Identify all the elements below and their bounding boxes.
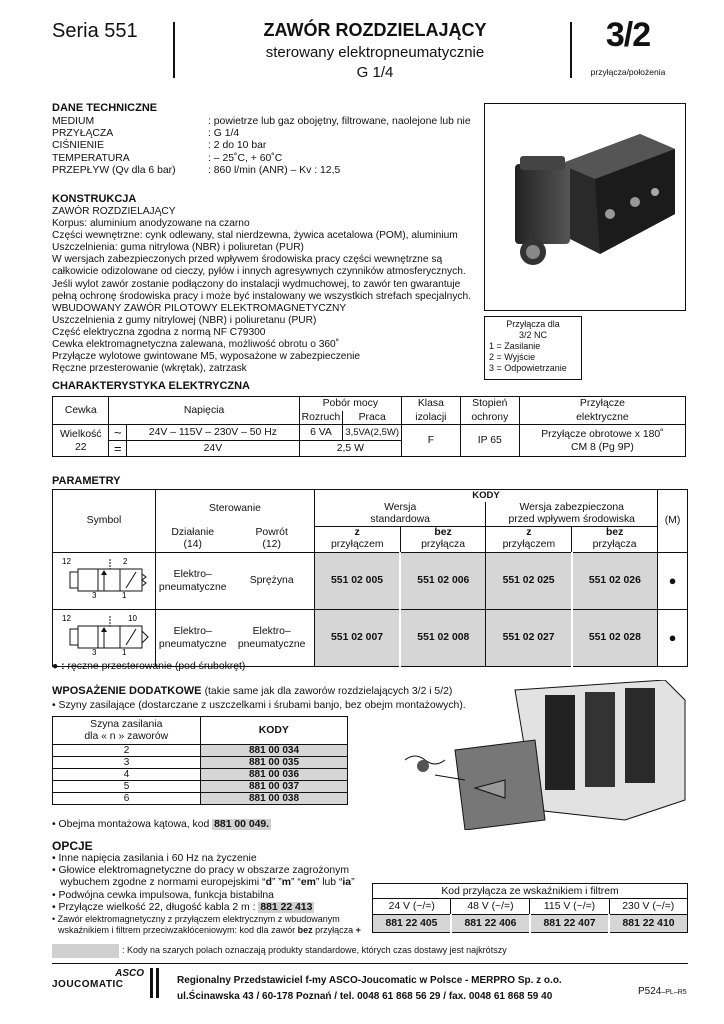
tech-data — [52, 116, 471, 177]
code-cell: 551 02 026 — [572, 552, 658, 609]
legend-subtitle: 3/2 NC — [518, 330, 547, 340]
manifold-code: 881 00 034 — [201, 745, 347, 756]
tech-value: : 860 l/min (ANR) – Kv : 12,5 — [208, 164, 341, 176]
konstrukcja-line: Jeśli wylot zawór zostanie podłączony do instalacji wydmuchowej, to zawór ten gwarantuje — [52, 278, 461, 290]
standard-legend-swatch — [52, 944, 119, 958]
svg-text:2: 2 — [122, 557, 128, 566]
manifold-code: 881 00 037 — [201, 781, 347, 792]
tech-value: : – 25˚C, + 60˚C — [208, 152, 283, 164]
legend-item: 2 = Wyjście — [489, 352, 536, 362]
elec-h-rozruch: Rozruch — [299, 411, 343, 425]
param-h-bez: bez przyłącza — [400, 526, 486, 552]
opcje-list: • Inne napięcia zasilania i 60 Hz na życzenie • Głowice elektromagnetyczne do pracy w obszarze zagrożonym wybuchem zgodne z normami europejskimi “d” ”m” “em” lub “ia” • Podwójna cewka impulsowa, funkcja bistabilna • Przyłącze wielkość 22, długość kabla 2 m : 881 22 413 • Zawór elektromagnetyczny z przyłączem elektrycznym z wbudowanym wskaźnikiem i filtrem przeciwzakłóceniowym: kod dla zawór bez przyłącza + — [52, 853, 361, 936]
param-note: ● : ręczne przesterowanie (pod śrubokręt) — [52, 661, 246, 672]
param-h-wersja: Wersja standardowa — [314, 502, 486, 527]
legend-title: Przyłącza dla — [506, 319, 560, 329]
header-divider-right — [570, 22, 572, 78]
asco-logo: ASCO JOUCOMATIC — [52, 968, 162, 990]
param-row — [53, 552, 688, 609]
param-h-symbol: Symbol — [53, 490, 156, 553]
tech-row — [52, 128, 471, 140]
svg-text:1: 1 — [121, 591, 127, 600]
konstrukcja-line: Ręczne przesterowanie (wkrętak), zatrzask — [52, 363, 247, 375]
tech-label: CIŚNIENIE — [52, 140, 104, 152]
code-cell: 551 02 008 — [400, 609, 486, 666]
konstrukcja-line: Uszczelnienia: guma nitrylowa (NBR) i poliuretan (PUR) — [52, 242, 304, 254]
port-legend — [484, 316, 582, 380]
manifold-h-kody: KODY — [258, 725, 289, 736]
konstrukcja-line: WBUDOWANY ZAWÓR PILOTOWY ELEKTROMAGNETYCZNY — [52, 302, 347, 314]
svg-text:1: 1 — [121, 648, 127, 657]
elec-h-izolacji: izolacji — [402, 411, 461, 425]
voltage-header: 48 V (~/=) — [451, 899, 530, 915]
connector-code: 881 22 410 — [609, 915, 687, 933]
konstrukcja-line: Części wewnętrzne: cynk odlewany, stal nierdzewna, żywica acetalowa (POM), aluminium — [52, 230, 458, 242]
connector-code-table — [372, 883, 688, 933]
param-h-powrot: Powrót (12) — [229, 526, 314, 552]
param-h-z-prot: z przyłączem — [486, 526, 572, 552]
standard-legend-text: : Kody na szarych polach oznaczają produkty standardowe, których czas dostawy jest najkrótszy — [122, 945, 507, 955]
konstrukcja-line: Cewka elektromagnetyczna zalewana, możliwość obrotu o 360˚ — [52, 339, 340, 351]
manifold-count: 4 — [53, 769, 201, 780]
konstrukcja-line: W wersjach zabezpieczonych przed wpływem środowiska pracy części wewnętrzne są — [52, 254, 443, 266]
tech-row — [52, 140, 471, 152]
legend-item: 3 = Odpowietrzanie — [489, 363, 567, 373]
wyp-heading-line — [52, 685, 452, 697]
valve-symbol-spring — [53, 552, 156, 609]
code-cell: 551 02 007 — [314, 609, 400, 666]
dc-voltage: 24V — [127, 441, 299, 457]
dc-power: 2,5 W — [299, 441, 401, 457]
konstrukcja-text — [52, 206, 482, 375]
ac-start-power: 6 VA — [299, 425, 343, 441]
param-h-bez-prot: bez przyłącza — [572, 526, 658, 552]
konstrukcja-line: Korpus: aluminium anodyzowane na czarno — [52, 218, 250, 230]
page-subtitle: sterowany elektropneumatycznie — [265, 44, 485, 61]
param-h-zabezp: Wersja zabezpieczona przed wpływem środowiska — [486, 502, 658, 527]
code-cell: 551 02 027 — [486, 609, 572, 666]
tech-value: : G 1/4 — [208, 128, 240, 140]
param-h-sterowanie: Sterowanie — [155, 490, 314, 527]
param-return: Sprężyna — [229, 552, 314, 609]
valve-photo — [484, 103, 686, 311]
elec-h-ochrony: ochrony — [460, 411, 519, 425]
tech-heading: DANE TECHNICZNE — [52, 102, 158, 114]
tech-label: PRZEPŁYW (Qv dla 6 bar) — [52, 164, 176, 176]
page-number: P524–PL–R5 — [638, 986, 687, 997]
insulation-class: F — [402, 425, 461, 457]
code-cell: 551 02 006 — [400, 552, 486, 609]
manifold-code: 881 00 036 — [201, 769, 347, 780]
konstrukcja-line: ZAWÓR ROZDZIELAJĄCY — [52, 206, 176, 217]
port-code: 3/2 — [605, 16, 651, 54]
manifold-row — [52, 781, 348, 793]
voltage-header: 115 V (~/=) — [530, 899, 609, 915]
elec-cewka: Wielkość 22 — [53, 425, 109, 457]
elec-h-przylacze: Przyłącze — [519, 397, 685, 411]
param-h-z: z przyłączem — [314, 526, 400, 552]
param-actuation: Elektro– pneumatyczne — [158, 625, 227, 650]
elec-h-klasa: Klasa — [402, 397, 461, 411]
voltage-header: 230 V (~/=) — [622, 901, 675, 912]
footer-rule — [52, 963, 688, 964]
wyp-bullet1: • Szyny zasilające (dostarczane z uszczelkami i śrubami banjo, bez obejm montażowych). — [52, 700, 466, 711]
svg-text:12: 12 — [61, 614, 71, 623]
manual-override-dot: ● — [658, 609, 688, 666]
manifold-table — [52, 716, 348, 745]
port-code-caption: przyłącza/położenia — [590, 67, 666, 77]
ac-work-power: 3,5VA(2,5W) — [343, 425, 402, 441]
elec-h-stopien: Stopień — [460, 397, 519, 411]
elec-h-praca: Praca — [343, 411, 402, 425]
connector-code-title: Kod przyłącza ze wskaźnikiem i filtrem — [441, 885, 619, 897]
tech-value: : 2 do 10 bar — [208, 140, 267, 152]
param-actuation: Elektro– pneumatyczne — [158, 568, 227, 593]
elec-h-pobor: Pobór mocy — [299, 397, 401, 411]
tech-row — [52, 165, 471, 177]
tech-value: : powietrze lub gaz obojętny, filtrowane, naolejone lub nie — [208, 116, 471, 127]
connector-type: Przyłącze obrotowe x 180˚ CM 8 (Pg 9P) — [519, 425, 685, 457]
konstrukcja-line: Przyłącze wylotowe gwintowane M5, wyposażone w zabezpieczenie — [52, 351, 361, 363]
svg-text:3: 3 — [91, 591, 97, 600]
manifold-code: 881 00 038 — [201, 793, 347, 804]
wyp-heading: WPOSAŻENIE DODATKOWE — [52, 685, 202, 697]
manifold-count: 2 — [53, 745, 201, 756]
legend-item: 1 = Zasilanie — [489, 341, 541, 351]
konstrukcja-line: pełną ochronę środowiska pracy i może być instalowany we wszystkich strefach specjalnych. — [52, 290, 472, 302]
manifold-count: 5 — [53, 781, 201, 792]
valve-symbol-pneumatic — [53, 609, 156, 666]
ip-rating: IP 65 — [460, 425, 519, 457]
param-h-m: (M) — [658, 490, 688, 553]
elec-h-cewka: Cewka — [53, 397, 109, 425]
param-row — [53, 609, 688, 666]
code-cell: 551 02 028 — [572, 609, 658, 666]
tech-label: PRZYŁĄCZA — [52, 128, 114, 140]
konstrukcja-line: Część elektryczna zgodna z normą NF C79300 — [52, 326, 266, 338]
elec-heading: CHARAKTERYSTYKA ELEKTRYCZNA — [52, 380, 250, 392]
opcje-heading: OPCJE — [52, 839, 93, 853]
elec-h-napiecia: Napięcia — [109, 397, 299, 425]
manifold-rows — [52, 745, 348, 805]
konstrukcja-line: Uszczelnienia z gumy nitrylowej (NBR) i poliuretanu (PUR) — [52, 314, 317, 326]
tech-row — [52, 153, 471, 165]
tech-row — [52, 116, 471, 128]
svg-text:10: 10 — [127, 614, 137, 623]
svg-text:12: 12 — [61, 557, 71, 566]
ac-symbol: ~ — [109, 425, 127, 441]
param-table — [52, 489, 688, 667]
connector-code: 881 22 407 — [530, 915, 609, 933]
dc-symbol: = — [109, 441, 127, 457]
param-heading: PARAMETRY — [52, 475, 121, 487]
ac-voltage: 24V – 115V – 230V – 50 Hz — [127, 425, 299, 441]
connector-code: 881 22 405 — [373, 915, 451, 933]
size-label: G 1/4 — [356, 64, 394, 81]
konstrukcja-heading: KONSTRUKCJA — [52, 193, 137, 205]
code-cell: 551 02 005 — [314, 552, 400, 609]
manifold-h-szyna: Szyna zasilania dla « n » zaworów — [53, 717, 201, 745]
manifold-row — [52, 769, 348, 781]
manifold-count: 3 — [53, 757, 201, 768]
tech-label: MEDIUM — [52, 116, 95, 127]
wyp-bullet2: • Obejma montażowa kątowa, kod 881 00 049. — [52, 819, 270, 830]
header-divider-left — [173, 22, 175, 78]
manifold-photo — [395, 680, 687, 830]
svg-text:3: 3 — [91, 648, 97, 657]
konstrukcja-line: całkowicie odizolowane od cieczy, pyłów i innych agresywnych czynników atmosferycznych. — [52, 266, 466, 278]
manifold-row — [52, 793, 348, 805]
page-title: ZAWÓR ROZDZIELAJĄCY — [263, 20, 487, 40]
tech-label: TEMPERATURA — [52, 152, 130, 164]
footer-line1: Regionalny Przedstawiciel f-my ASCO-Joucomatic w Polsce - MERPRO Sp. z o.o. — [177, 975, 562, 986]
param-h-dzialanie: Działanie (14) — [155, 526, 229, 552]
footer-line2: ul.Ścinawska 43 / 60-178 Poznań / tel. 0048 61 868 56 29 / fax. 0048 61 868 59 40 — [177, 991, 553, 1002]
elec-table — [52, 396, 686, 457]
code-cell: 551 02 025 — [486, 552, 572, 609]
param-h-kody: KODY — [314, 490, 657, 502]
connector-code: 881 22 406 — [451, 915, 530, 933]
manifold-code: 881 00 035 — [201, 757, 347, 768]
manifold-row — [52, 745, 348, 757]
manifold-row — [52, 757, 348, 769]
voltage-header: 24 V (~/=) — [373, 899, 451, 915]
manual-override-dot: ● — [658, 552, 688, 609]
wyp-heading-note: (takie same jak dla zaworów rozdzielających 3/2 i 5/2) — [204, 686, 453, 697]
elec-h-elektryczne: elektryczne — [519, 411, 685, 425]
manifold-count: 6 — [53, 793, 201, 804]
param-return: Elektro– pneumatyczne — [229, 609, 314, 666]
series-label: Seria 551 — [52, 20, 138, 42]
